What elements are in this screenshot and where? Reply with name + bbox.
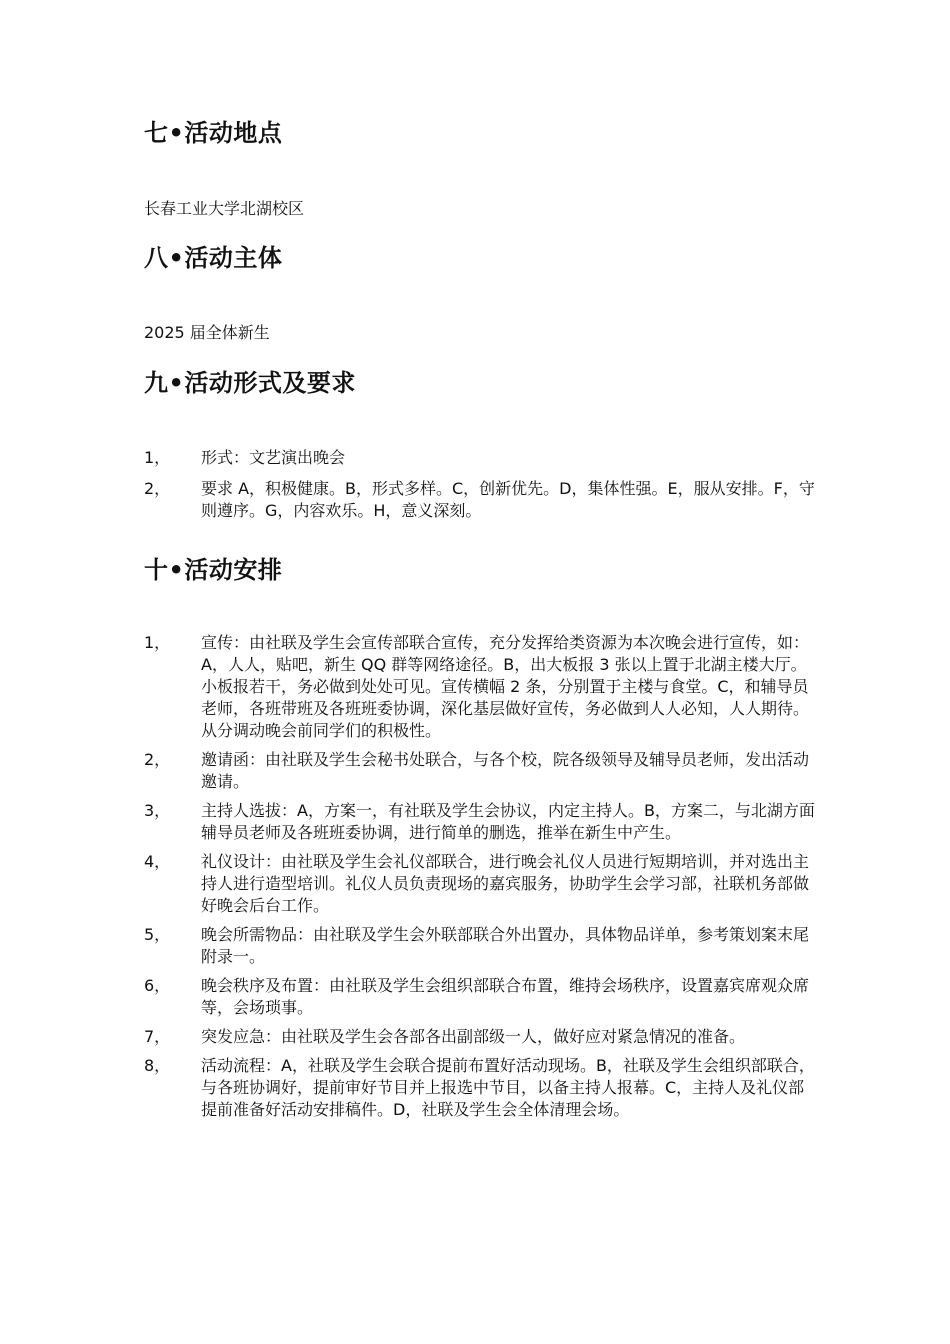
location-text: 长春工业大学北湖校区	[144, 199, 305, 218]
list-number: 2，	[144, 479, 171, 498]
list-item	[144, 851, 834, 917]
list-number: 4，	[144, 852, 171, 871]
list-item	[144, 975, 834, 1019]
list-item	[144, 1055, 834, 1121]
list-item	[144, 800, 834, 844]
list-text: 宣传：由社联及学生会宣传部联合宣传，充分发挥给类资源为本次晚会进行宣传，如：A，人人，贴吧，新生 QQ 群等网络途径。B，出大板报 3 张以上置于北湖主楼大厅。小板报若干，务必做到处处可见。宣传横幅 2 条，分别置于主楼与食堂。C，和辅导员老师，各班带班及各班班委协调，深化基层做好宣传，务必做到人人必知，人人期待。从分调动晚会前同学们的积极性。	[201, 633, 810, 740]
participants-text: 2025 届全体新生	[144, 323, 270, 342]
list-text: 晚会所需物品：由社联及学生会外联部联合外出置办，具体物品详单，参考策划案末尾附录一。	[201, 925, 810, 966]
section-heading-location: 七•活动地点	[144, 119, 283, 147]
list-number: 6，	[144, 976, 171, 995]
list-item	[144, 924, 834, 968]
list-text: 形式：文艺演出晚会	[201, 448, 346, 467]
list-text: 晚会秩序及布置：由社联及学生会组织部联合布置，维持会场秩序，设置嘉宾席观众席等，会场琐事。	[201, 976, 810, 1017]
list-number: 2，	[144, 750, 171, 769]
section-heading-participants: 八•活动主体	[144, 244, 283, 272]
format-list	[144, 447, 834, 522]
section-heading-arrangement: 十•活动安排	[144, 556, 283, 584]
list-number: 1，	[144, 633, 171, 652]
list-number: 8，	[144, 1056, 171, 1075]
list-item	[144, 749, 834, 793]
list-number: 3，	[144, 801, 171, 820]
list-text: 活动流程：A，社联及学生会联合提前布置好活动现场。B，社联及学生会组织部联合，与各班协调好，提前审好节目并上报选中节目，以备主持人报幕。C，主持人及礼仪部提前准备好活动安排稿件。D，社联及学生会全体清理会场。	[201, 1056, 815, 1119]
arrangement-list	[144, 632, 834, 1121]
list-number: 5，	[144, 925, 171, 944]
list-item	[144, 632, 834, 742]
section-heading-format: 九•活动形式及要求	[144, 369, 356, 397]
list-item	[144, 447, 834, 469]
list-text: 主持人选拔：A，方案一，有社联及学生会协议，内定主持人。B，方案二，与北湖方面辅导员老师及各班班委协调，进行简单的删选，推举在新生中产生。	[201, 801, 815, 842]
list-text: 礼仪设计：由社联及学生会礼仪部联合，进行晚会礼仪人员进行短期培训，并对选出主持人进行造型培训。礼仪人员负责现场的嘉宾服务，协助学生会学习部，社联机务部做好晚会后台工作。	[201, 852, 810, 915]
list-item	[144, 478, 834, 522]
list-text: 突发应急：由社联及学生会各部各出副部级一人，做好应对紧急情况的准备。	[201, 1027, 746, 1046]
list-item	[144, 1026, 834, 1048]
list-number: 1，	[144, 448, 171, 467]
list-text: 要求 A，积极健康。B，形式多样。C，创新优先。D，集体性强。E，服从安排。F，守则遵序。G，内容欢乐。H，意义深刻。	[201, 479, 815, 520]
list-number: 7，	[144, 1027, 171, 1046]
list-text: 邀请函：由社联及学生会秘书处联合，与各个校，院各级领导及辅导员老师，发出活动邀请。	[201, 750, 810, 791]
